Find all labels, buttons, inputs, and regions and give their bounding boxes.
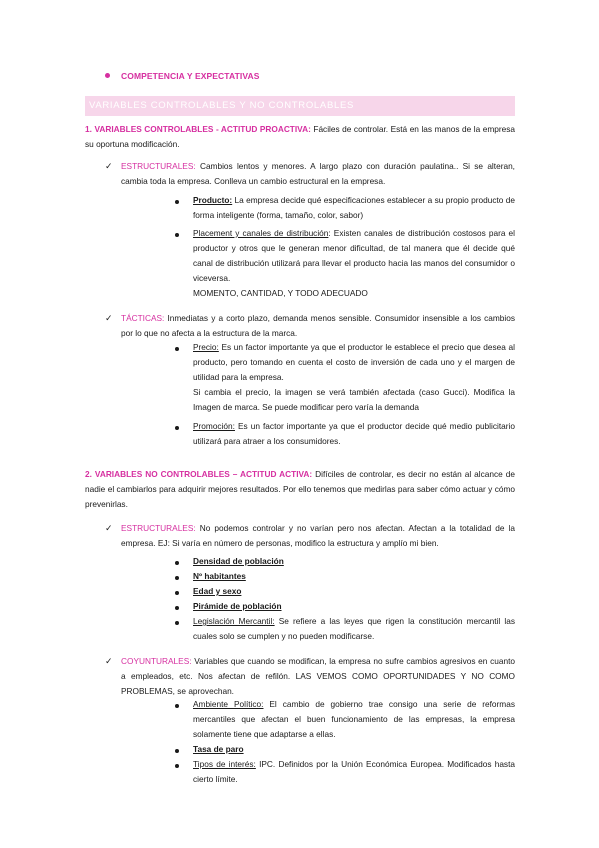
s1-promocion <box>193 419 515 449</box>
s1-producto-label: Producto: <box>193 195 233 205</box>
s1-tacticas <box>121 311 515 341</box>
section1-title: 1. VARIABLES CONTROLABLES - ACTITUD PROACTIVA: <box>85 124 311 134</box>
bullet-icon <box>175 749 179 753</box>
check-icon: ✓ <box>105 523 113 533</box>
s1-producto <box>193 193 515 223</box>
bullet-icon <box>175 233 179 237</box>
s1-estructurales-label: ESTRUCTURALES: <box>121 161 196 171</box>
s1-precio <box>193 340 515 415</box>
s2-coyunturales-label: COYUNTURALES: <box>121 656 192 666</box>
s1-estructurales-text: Cambios lentos y menores. A largo plazo con duración paulatina.. Si se alteran, cambia toda la empresa. Conlleva un cambio estructural en la empresa. <box>121 161 515 186</box>
s2-legislacion-text: Se refiere a las leyes que rigen la constitución mercantil las cuales solo se cumplen y no pueden modificarse. <box>193 616 515 641</box>
section1-text: Fáciles de controlar. Está en las manos de la empresa su oportuna modificación. <box>85 124 515 149</box>
s1-placement-label: Placement y canales de distribución <box>193 228 329 238</box>
bullet-icon <box>175 561 179 565</box>
s2-item-label: Pirámide de población <box>193 601 282 611</box>
section2-title: 2. VARIABLES NO CONTROLABLES – ACTITUD ACTIVA: <box>85 469 313 479</box>
s2-tasa <box>193 742 515 757</box>
s2-ambiente-text: El cambio de gobierno trae consigo una serie de reformas mercantiles que afectan el buen funcionamiento de las empresas, la empresa solamente tiene que adaptarse a ellas. <box>193 699 515 739</box>
bullet-icon <box>175 426 179 430</box>
s1-precio-text: Es un factor importante ya que el productor le establece el precio que desea al producto, pero tomando en cuenta el costo de inversión de cada uno y el margen de utilidad para la empresa. <box>193 342 515 382</box>
section-band <box>85 96 515 116</box>
s2-tasa-label: Tasa de paro <box>193 744 244 754</box>
s2-ambiente-label: Ambiente Político: <box>193 699 264 709</box>
bullet-icon <box>175 764 179 768</box>
bullet-icon <box>175 704 179 708</box>
s2-tipos-text: IPC. Definidos por la Unión Económica Europea. Modificados hasta cierto límite. <box>193 759 516 784</box>
bullet-icon <box>175 606 179 610</box>
s1-precio-label: Precio: <box>193 342 219 352</box>
bullet-icon <box>175 591 179 595</box>
s1-tacticas-text: Inmediatas y a corto plazo, demanda menos sensible. Consumidor insensible a los cambios por lo que no afecta a la estructura de la marca. <box>121 313 515 338</box>
band-title: VARIABLES CONTROLABLES Y NO CONTROLABLES <box>89 100 355 111</box>
s2-ambiente <box>193 697 515 742</box>
s1-promocion-label: Promoción: <box>193 421 235 431</box>
s1-producto-text: La empresa decide qué especificaciones establecer a su propio producto de forma inteligente (forma, tamaño, color, sabor) <box>193 195 515 220</box>
s1-promocion-text: Es un factor importante ya que el productor decide qué medio publicitario utilizará para atraer a los consumidores. <box>193 421 515 446</box>
s1-estructurales <box>121 159 515 189</box>
section2-intro <box>85 467 515 512</box>
s2-coyunturales-text: Variables que cuando se modifican, la empresa no sufre cambios agresivos en cuanto a empleados, etc. Nos afectan de refilón. LAS VEMOS COMO OPORTUNIDADES Y NO COMO PROBLEMAS, se aprovechan. <box>121 656 515 696</box>
bullet-icon <box>175 621 179 625</box>
s1-tacticas-label: TÁCTICAS: <box>121 313 165 323</box>
s2-item <box>193 584 515 599</box>
section2-text: Difíciles de controlar, es decir no están al alcance de nadie el cambiarlos para adquirir mejores resultados. Por ello tenemos que medirlas para saber cómo actuar y cómo prevenirlas. <box>85 469 515 509</box>
bullet-icon <box>175 200 179 204</box>
s2-estructurales <box>121 521 515 551</box>
s1-placement <box>193 226 515 301</box>
s2-coyunturales <box>121 654 515 699</box>
s2-item <box>193 569 515 584</box>
s2-item-label: Nº habitantes <box>193 571 246 581</box>
s2-tipos-label: Tipos de interés: <box>193 759 256 769</box>
competencia-heading: COMPETENCIA Y EXPECTATIVAS <box>121 71 260 81</box>
s1-placement-extra: MOMENTO, CANTIDAD, Y TODO ADECUADO <box>193 288 368 298</box>
s2-item <box>193 599 515 614</box>
s2-estructurales-label: ESTRUCTURALES: <box>121 523 196 533</box>
bullet-icon <box>175 576 179 580</box>
pink-bullet-icon <box>105 73 110 78</box>
check-icon: ✓ <box>105 656 113 666</box>
s1-precio-extra: Si cambia el precio, la imagen se verá también afectada (caso Gucci). Modifica la Imagen de marca. Se puede modificar pero varía la demanda <box>193 387 515 412</box>
check-icon: ✓ <box>105 161 113 171</box>
s2-item <box>193 554 515 569</box>
s2-estructurales-text: No podemos controlar y no varían pero nos afectan. Afectan a la totalidad de la empresa. EJ: Si varía en número de personas, modifico la estructura y amplío mi bien. <box>121 523 515 548</box>
s2-legislacion-label: Legislación Mercantil: <box>193 616 275 626</box>
s2-item-label: Densidad de población <box>193 556 284 566</box>
check-icon: ✓ <box>105 313 113 323</box>
s2-legislacion <box>193 614 515 644</box>
s1-placement-text: : Existen canales de distribución costosos para el productor y otros que le generan menor dificultad, de tal manera que él decide qué canal de distribución utilizará para llevar el producto hacia las manos del consumidor o viceversa. <box>193 228 515 283</box>
s2-item-label: Edad y sexo <box>193 586 242 596</box>
s2-tipos <box>193 757 515 787</box>
section1-intro <box>85 122 515 152</box>
bullet-icon <box>175 347 179 351</box>
